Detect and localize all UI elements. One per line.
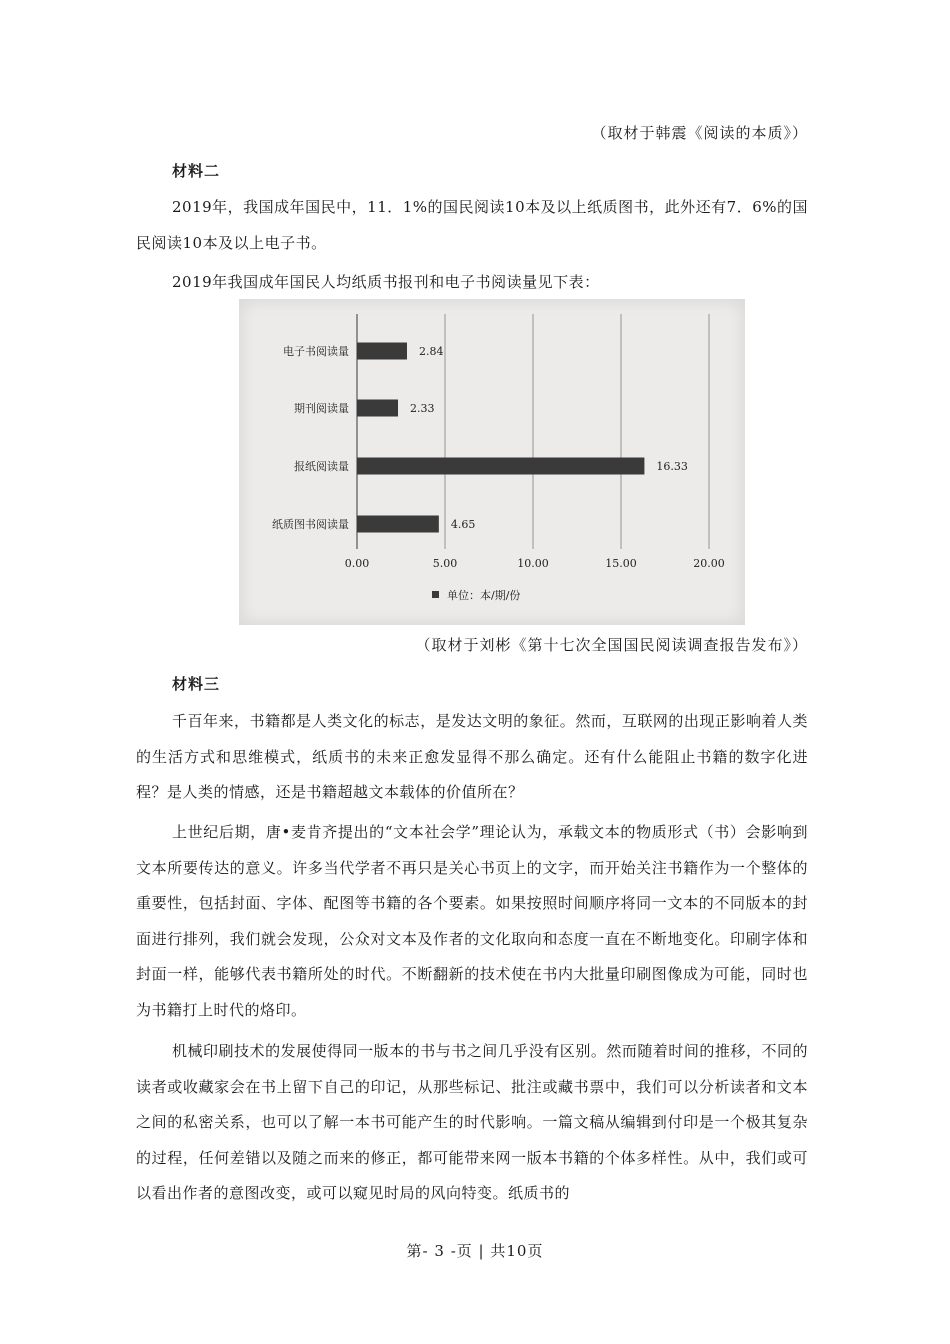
x-tick-label-2: 10.00	[517, 557, 549, 570]
material-2-heading: 材料二	[172, 162, 221, 180]
material-3-paragraph-2: 上世纪后期，唐•麦肯齐提出的“文本社会学”理论认为，承载文本的物质形式（书）会影响到文本所要传达的意义。许多当代学者不再只是关心书页上的文字，而开始关注书籍作为一个整体的重要性，包括封面、字体、配图等书籍的各个要素。如果按照时间顺序将同一文本的不同版本的封面进行排列，我们就会发现，公众对文本及作者的文化取向和态度一直在不断地变化。印刷字体和封面一样，能够代表书籍所处的时代。不断翻新的技术使在书内大批量印刷图像成为可能，同时也为书籍打上时代的烙印。	[136, 823, 808, 1019]
bar-2	[357, 458, 644, 475]
legend-swatch	[432, 591, 439, 598]
material-2-paragraph-2: 2019年我国成年国民人均纸质书报刊和电子书阅读量见下表：	[172, 273, 600, 291]
page-footer: 第- 3 -页 | 共10页	[406, 1242, 544, 1260]
category-label-3: 纸质图书阅读量	[272, 518, 349, 531]
source-citation-2: （取材于刘彬《第十七次全国国民阅读调查报告发布》）	[415, 636, 808, 654]
category-label-0: 电子书阅读量	[283, 345, 349, 358]
bar-3	[357, 516, 439, 533]
value-label-3: 4.65	[450, 518, 476, 531]
chart-svg	[239, 299, 745, 625]
source-citation-1: （取材于韩震《阅读的本质》）	[591, 124, 808, 142]
x-tick-label-1: 5.00	[432, 557, 458, 570]
x-tick-label-3: 15.00	[605, 557, 637, 570]
category-label-1: 期刊阅读量	[294, 402, 349, 415]
material-3-paragraph-3: 机械印刷技术的发展使得同一版本的书与书之间几乎没有区别。然而随着时间的推移，不同的读者或收藏家会在书上留下自己的印记，从那些标记、批注或藏书票中，我们可以分析读者和文本之间的私密关系，也可以了解一本书可能产生的时代影响。一篇文稿从编辑到付印是一个极其复杂的过程，任何差错以及随之而来的修正，都可能带来网一版本书籍的个体多样性。从中，我们或可以看出作者的意图改变，或可以窥见时局的风向特变。纸质书的	[136, 1042, 808, 1202]
value-label-1: 2.33	[410, 402, 435, 415]
x-tick-label-0: 0.00	[344, 557, 370, 570]
category-label-2: 报纸阅读量	[294, 460, 349, 473]
reading-volume-chart	[239, 299, 745, 625]
material-3-heading: 材料三	[172, 675, 221, 693]
material-2-paragraph-1: 2019年，我国成年国民中，11．1%的国民阅读10本及以上纸质图书，此外还有7．6%的国民阅读10本及以上电子书。	[136, 198, 808, 252]
bar-0	[357, 343, 407, 360]
value-label-2: 16.33	[656, 460, 688, 473]
bar-1	[357, 400, 398, 417]
value-label-0: 2.84	[418, 345, 444, 358]
material-3-paragraph-1: 千百年来，书籍都是人类文化的标志，是发达文明的象征。然而，互联网的出现正影响着人类的生活方式和思维模式，纸质书的未来正愈发显得不那么确定。还有什么能阻止书籍的数字化进程？是人类的情感，还是书籍超越文本载体的价值所在？	[136, 712, 808, 801]
legend-label: 单位：本/期/份	[447, 589, 521, 602]
x-tick-label-4: 20.00	[693, 557, 725, 570]
